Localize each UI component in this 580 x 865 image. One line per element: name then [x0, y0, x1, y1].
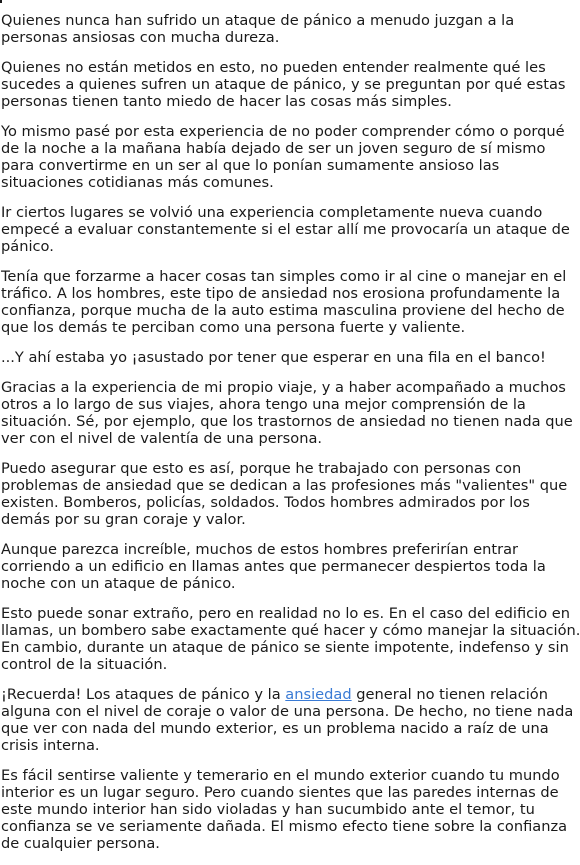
- cursor-mark: [0, 0, 2, 3]
- paragraph-7: Gracias a la experiencia de mi propio viaje, y a haber acompañado a muchos otros a lo largo de sus viajes, ahora tengo una mejor comprensión de la situación. Sé, por ejemplo, que los trastornos de ansiedad no tienen nada que ver con el nivel de valentía de una persona.: [1, 379, 573, 447]
- paragraph-6: ...Y ahí estaba yo ¡asustado por tener que esperar en una fila en el banco!: [1, 349, 546, 366]
- paragraph-4: Ir ciertos lugares se volvió una experiencia completamente nueva cuando empecé a evaluar constantemente si el estar allí me provocaría un ataque de pánico.: [1, 204, 570, 255]
- paragraph-2: Quienes no están metidos en esto, no pueden entender realmente qué les sucedes a quienes sufren un ataque de pánico, y se preguntan por qué estas personas tienen tanto miedo de hacer las cosas más simples.: [1, 59, 566, 110]
- paragraph-12: Es fácil sentirse valiente y temerario en el mundo exterior cuando tu mundo interior es un lugar seguro. Pero cuando sientes que las paredes internas de este mundo interior han sido violadas y han sucumbido ante el temor, tu confianza se ve seriamente dañada. El mismo efecto tiene sobre la confianza de cualquier persona.: [1, 767, 568, 852]
- ansiedad-link[interactable]: ansiedad: [285, 686, 352, 703]
- paragraph-11: [1, 686, 580, 754]
- paragraph-8: Puedo asegurar que esto es así, porque he trabajado con personas con problemas de ansiedad que se dedican a las profesiones más "valientes" que existen. Bomberos, policías, soldados. Todos hombres admirados por los demás por su gran coraje y valor.: [1, 460, 568, 528]
- article-body: [1, 12, 580, 865]
- paragraph-9: Aunque parezca increíble, muchos de estos hombres preferirían entrar corriendo a un edificio en llamas antes que permanecer despiertos toda la noche con un ataque de pánico.: [1, 541, 546, 592]
- paragraph-10: Esto puede sonar extraño, pero en realidad no lo es. En el caso del edificio en llamas, un bombero sabe exactamente qué hacer y cómo manejar la situación. En cambio, durante un ataque de pánico se siente impotente, indefenso y sin control de la situación.: [1, 605, 580, 673]
- paragraph-3: Yo mismo pasé por esta experiencia de no poder comprender cómo o porqué de la noche a la mañana había dejado de ser un joven seguro de sí mismo para convertirme en un ser al que lo ponían sumamente ansioso las situaciones cotidianas más comunes.: [1, 123, 565, 191]
- paragraph-11-after: general no tienen relación alguna con el nivel de coraje o valor de una persona. De hecho, no tiene nada que ver con nada del mundo exterior, es un problema nacido a raíz de una crisis interna.: [1, 686, 574, 754]
- paragraph-1: Quienes nunca han sufrido un ataque de pánico a menudo juzgan a la personas ansiosas con mucha dureza.: [1, 12, 515, 46]
- paragraph-11-before: ¡Recuerda! Los ataques de pánico y la: [1, 686, 286, 703]
- paragraph-5: Tenía que forzarme a hacer cosas tan simples como ir al cine o manejar en el tráfico. A los hombres, este tipo de ansiedad nos erosiona profundamente la confianza, porque mucha de la auto estima masculina proviene del hecho de que los demás te perciban como una persona fuerte y valiente.: [1, 268, 567, 336]
